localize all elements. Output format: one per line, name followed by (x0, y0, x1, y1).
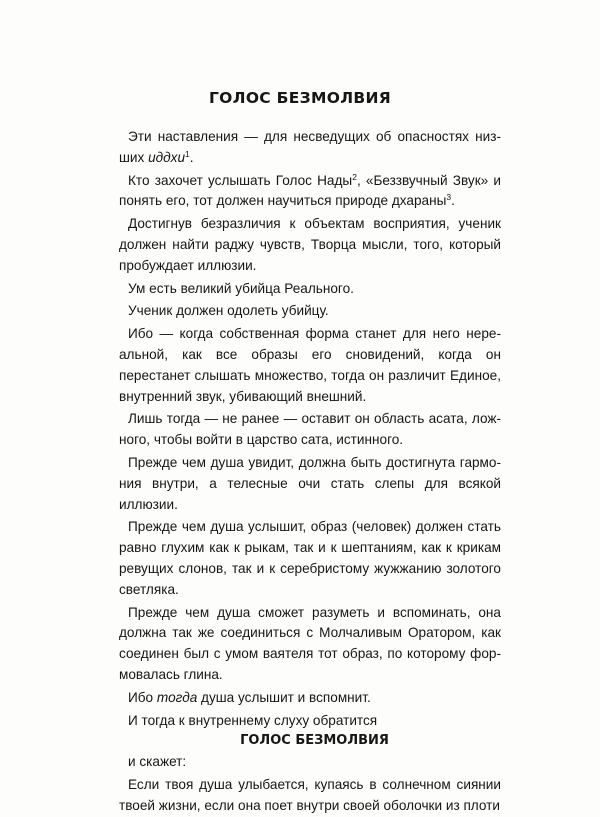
p2-text-2: , «Беззвучный Звук» и понять его, тот должен научиться природе дхараны (119, 172, 501, 209)
paragraph-1 (119, 127, 501, 169)
p11-text-2: душа услышит и вспомнит. (197, 689, 371, 705)
paragraph-13: и скажет: (128, 754, 187, 770)
p1-emphasis: иддхи (148, 149, 186, 165)
paragraph-12: И тогда к внутреннему слуху обратится (128, 712, 378, 728)
paragraph-2 (119, 171, 501, 213)
footnote-ref-1: 1 (185, 148, 190, 159)
paragraph-11 (119, 688, 501, 709)
p2-text-3: . (451, 193, 455, 209)
paragraph-9: Прежде чем душа услышит, образ (человек) должен стать равно глухим как к рыкам, так и к шептаниям, как к крикам ревущих слонов, так и к серебристому жужжанию золотого светляка. (119, 519, 501, 597)
page-title: ГОЛОС БЕЗМОЛВИЯ (209, 89, 391, 107)
p11-text-1: Ибо (128, 689, 157, 705)
paragraph-8: Прежде чем душа увидит, должна быть достигнута гармония внутри, а телесные очи стать слепы для всякой иллюзии. (119, 454, 501, 512)
p1-text-2: . (189, 149, 194, 165)
paragraph-10: Прежде чем душа сможет разуметь и вспоминать, она должна так же соединиться с Молчаливым Оратором, как соединен был с умом ваятеля тот образ, по которому формовалась глина. (119, 604, 501, 682)
footnote-ref-2: 2 (352, 171, 357, 182)
paragraph-3: Достигнув безразличия к объектам восприятия, ученик должен найти раджу чувств, Творца мысли, того, который пробуждает иллюзии. (119, 216, 501, 273)
section-subheading: ГОЛОС БЕЗМОЛВИЯ (240, 733, 389, 749)
paragraph-5: Ученик должен одолеть убийцу. (128, 303, 329, 319)
paragraph-4: Ум есть великий убийца Реального. (128, 280, 354, 296)
p11-emphasis: тогда (156, 689, 198, 705)
body-text (119, 127, 501, 817)
p2-text-1: Кто захочет услышать Голос Нады (128, 172, 353, 188)
paragraph-14: Если твоя душа улыбается, купаясь в солнечном сиянии твоей жизни, если она поет внутри своей оболочки из плоти (119, 776, 501, 813)
footnote-ref-3: 3 (446, 192, 452, 203)
paragraph-6: Ибо — когда собственная форма станет для него нереальной, как все образы его сновидений, когда он перестанет слышать множество, тогда он различит Единое, внутренний звук, убивающий внешний. (119, 326, 501, 404)
p1-text-1: Эти наставления — для несведущих об опасностях низших (119, 129, 501, 165)
paragraph-7: Лишь тогда — не ранее — оставит он область асата, ложного, чтобы войти в царство сата, истинного. (119, 411, 501, 448)
